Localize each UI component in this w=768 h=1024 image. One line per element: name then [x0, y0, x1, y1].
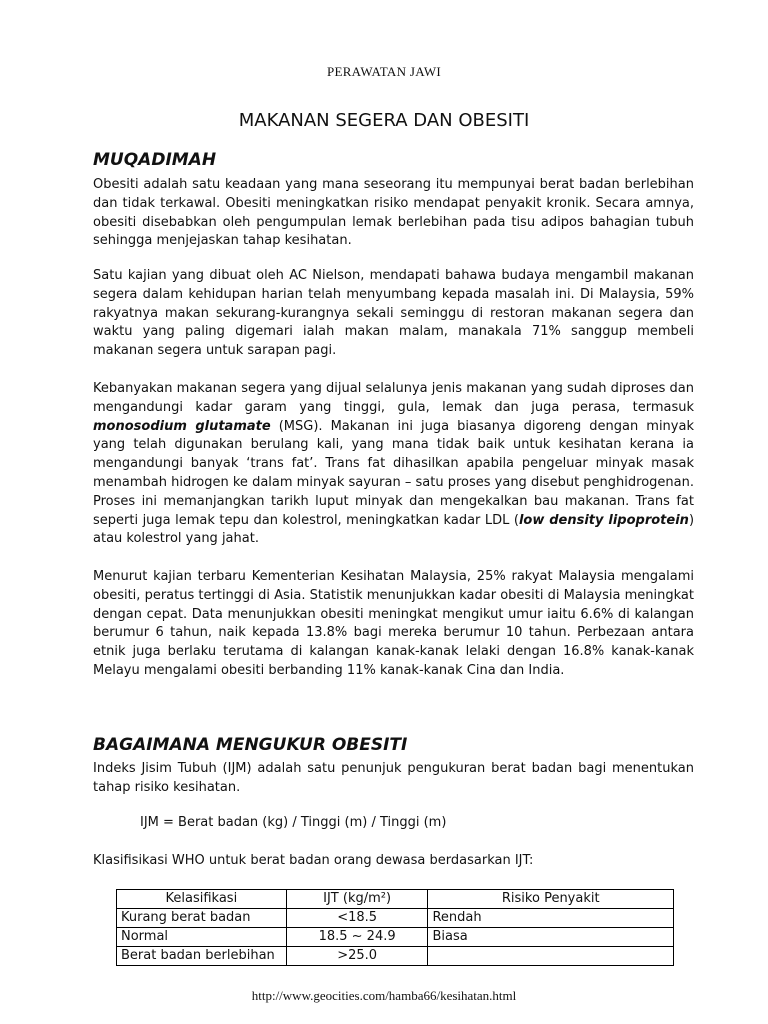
- table-cell: Normal: [117, 928, 287, 947]
- table-cell: Berat badan berlebihan: [117, 947, 287, 966]
- running-header: PERAWATAN JAWI: [326, 64, 442, 79]
- table-cell: Kurang berat badan: [117, 909, 287, 928]
- table-cell: >25.0: [286, 947, 428, 966]
- paragraph-3-part-b: (MSG). Makanan ini juga biasanya digoreng dengan minyak yang telah digunakan berulang kali, yang mana tidak baik untuk kesihatan kerana ia mengandungi banyak ‘trans fat’. Trans fat dihasilkan apabila pengeluar minyak masak menambah hidrogen ke dalam minyak sayuran – satu proses yang disebut penghidrogenan. Proses ini memanjangkan tarikh luput minyak dan mengekalkan bau makanan. Trans fat seperti juga lemak tepu dan kolestrol, meningkatkan kadar LDL (: [93, 418, 694, 528]
- paragraph-3-part-a: Kebanyakan makanan segera yang dijual selalunya jenis makanan yang sudah diproses dan mengandungi kadar garam yang tinggi, gula, lemak dan juga perasa, termasuk: [93, 381, 694, 415]
- table-cell: Rendah: [428, 909, 674, 928]
- table-header-cell: Risiko Penyakit: [428, 890, 674, 909]
- paragraph-4: Menurut kajian terbaru Kementerian Kesihatan Malaysia, 25% rakyat Malaysia mengalami obesiti, peratus tertinggi di Asia. Statistik menunjukkan kadar obesiti di Malaysia meningkat dengan cepat. Data menunjukkan obesiti meningkat mengikut umur iaitu 6.6% di kalangan berumur 6 tahun, naik kepada 13.8% bagi mereka berumur 10 tahun. Perbezaan antara etnik juga berlaku terutama di kalangan kanak-kanak lelaki dengan 16.8% kanak-kanak Melayu mengalami obesiti berbanding 11% kanak-kanak Cina dan India.: [93, 569, 694, 678]
- table-header-cell: Kelasifikasi: [117, 890, 287, 909]
- bmi-formula: IJM = Berat badan (kg) / Tinggi (m) / Tinggi (m): [140, 815, 447, 830]
- paragraph-2: Satu kajian yang dibuat oleh AC Nielson, mendapati bahawa budaya mengambil makanan segera dalam kehidupan harian telah menyumbang kepada masalah ini. Di Malaysia, 59% rakyatnya makan sekurang-kurangnya sekali seminggu di restoran makanan segera dan waktu yang paling digemari ialah makan malam, manakala 71% sanggup membeli makanan segera untuk sarapan pagi.: [93, 268, 694, 359]
- paragraph-3: [93, 380, 694, 549]
- table-row: [117, 928, 674, 947]
- footer-url: http://www.geocities.com/hamba66/kesihatan.html: [251, 988, 517, 1003]
- table-cell: 18.5 ~ 24.9: [286, 928, 428, 947]
- ldl-term: low density lipoprotein: [518, 512, 689, 528]
- table-row: [117, 909, 674, 928]
- table-header-cell: IJT (kg/m²): [286, 890, 428, 909]
- page-title: MAKANAN SEGERA DAN OBESITI: [238, 110, 530, 131]
- classification-intro: Klasifisikasi WHO untuk berat badan orang dewasa berdasarkan IJT:: [93, 853, 534, 868]
- section-heading-muqadimah: MUQADIMAH: [93, 150, 217, 170]
- who-classification-table: [116, 889, 674, 966]
- table-header-row: [117, 890, 674, 909]
- paragraph-ijm: Indeks Jisim Tubuh (IJM) adalah satu penunjuk pengukuran berat badan bagi menentukan tahap risiko kesihatan.: [93, 761, 694, 795]
- paragraph-3-part-c: ) atau kolestrol yang jahat.: [93, 512, 695, 547]
- table-cell: <18.5: [286, 909, 428, 928]
- table-cell: [428, 947, 674, 966]
- table-cell: Biasa: [428, 928, 674, 947]
- section-heading-mengukur: BAGAIMANA MENGUKUR OBESITI: [93, 735, 408, 755]
- paragraph-1: Obesiti adalah satu keadaan yang mana seseorang itu mempunyai berat badan berlebihan dan tidak terkawal. Obesiti meningkatkan risiko mendapat penyakit kronik. Secara amnya, obesiti disebabkan oleh pengumpulan lemak berlebihan pada tisu adipos bahagian tubuh sehingga menjejaskan tahap kesihatan.: [93, 177, 694, 249]
- msg-term: monosodium glutamate: [93, 418, 271, 434]
- table-row: [117, 947, 674, 966]
